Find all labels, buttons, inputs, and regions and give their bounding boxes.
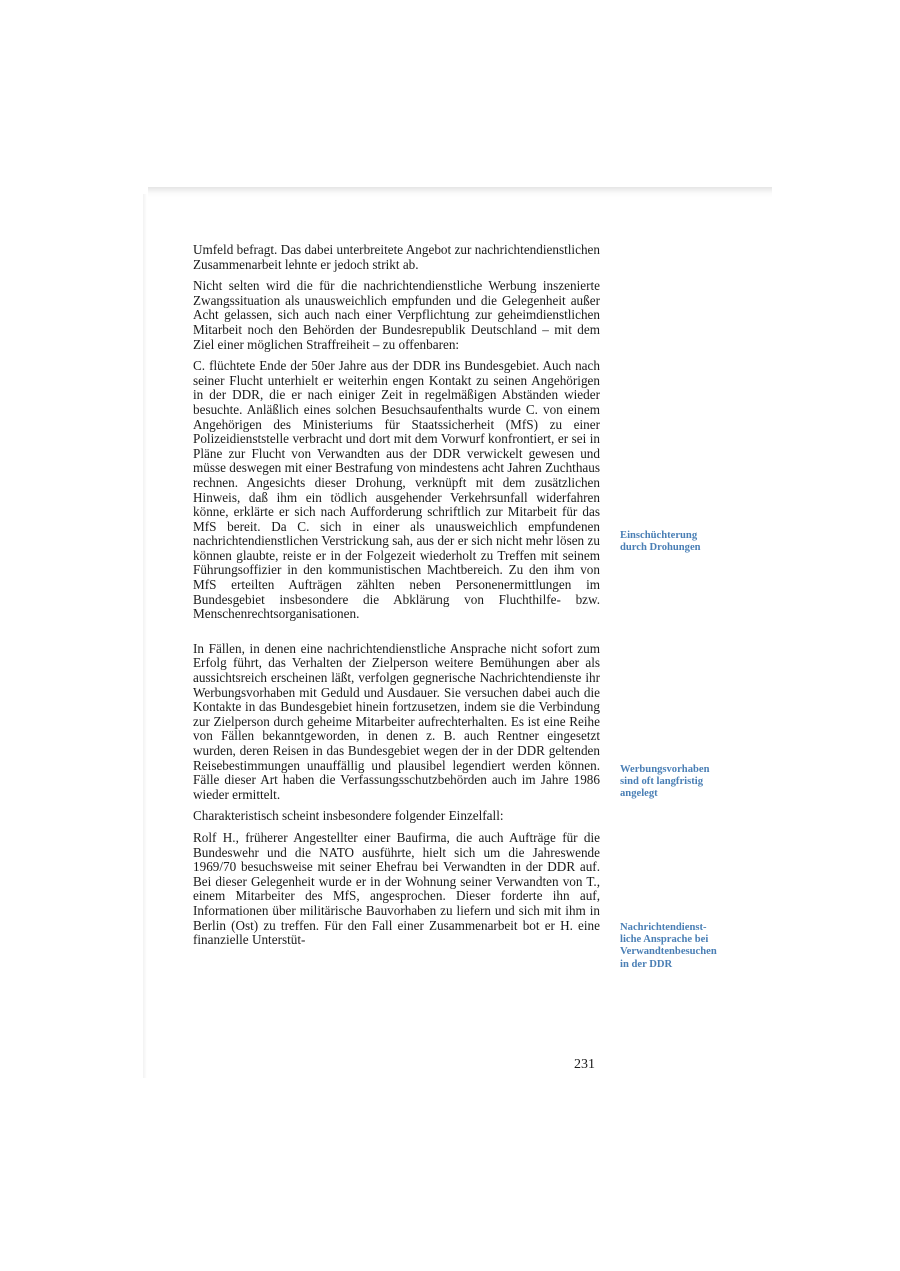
paragraph-4: In Fällen, in denen eine nachrichtendienstliche Ansprache nicht sofort zum Erfolg führt, das Verhalten der Zielperson weitere Bemühungen aber als aussichtsreich erscheinen läßt, verfolgen gegnerische Nachrichtendienste ihr Werbungsvorhaben mit Geduld und Ausdauer. Sie versuchen dabei auch die Kontakte in das Bundesgebiet hinein fortzusetzen, indem sie die Verbindung zur Zielperson durch geheime Mitarbeiter aufrechterhalten. Es ist eine Reihe von Fällen bekanntgeworden, in denen z. B. auch Rentner eingesetzt wurden, deren Reisen in das Bundesgebiet wegen der in der DDR geltenden Reisebestimmungen unauffällig und plausibel legendiert werden können. Fälle dieser Art haben die Verfassungsschutzbehörden auch im Jahre 1986 wieder ermittelt. xyxy=(193,640,600,802)
margin-note-line: angelegt xyxy=(620,788,658,800)
page-number: 231 xyxy=(574,1057,595,1072)
margin-note-line: liche Ansprache bei xyxy=(620,934,709,946)
paragraph-1: Umfeld befragt. Das dabei unterbreitete Angebot zur nachrichtendienstlichen Zusammenarbeit lehnte er jedoch strikt ab. xyxy=(193,242,600,272)
margin-note-line: sind oft langfristig xyxy=(620,776,703,788)
page-left-shadow xyxy=(143,194,147,1078)
body-text xyxy=(193,243,600,948)
margin-note-line: durch Drohungen xyxy=(620,542,701,554)
paragraph-3: C. flüchtete Ende der 50er Jahre aus der DDR ins Bundesgebiet. Auch nach seiner Flucht unterhielt er weiterhin engen Kontakt zu seinen Angehörigen in der DDR, die er nach einiger Zeit in regelmäßigen Abständen wieder besuchte. Anläßlich eines solchen Besuchsaufenthalts wurde C. von einem Angehörigen des Ministeriums für Staatssicherheit (MfS) zu einer Polizeidienststelle verbracht und dort mit dem Vorwurf konfrontiert, er sei in Pläne zur Flucht von Verwandten aus der DDR verwickelt gewesen und müsse deswegen mit einer Bestrafung von mindestens acht Jahren Zuchthaus rechnen. Angesichts dieser Drohung, verknüpft mit dem zusätzlichen Hinweis, daß ihm ein tödlich ausgehender Verkehrsunfall widerfahren könne, erklärte er sich nach Aufforderung schriftlich zur Mitarbeit für das MfS bereit. Da C. sich in einer als unausweichlich empfundenen nachrichtendienstlichen Verstrickung sah, aus der er sich nicht mehr lösen zu können glaubte, reiste er in der Folgezeit wiederholt zu Treffen mit seinem Führungsoffizier in den kommunistischen Machtbereich. Zu den ihm von MfS erteilten Aufträgen zählten neben Personenermittlungen im Bundesgebiet insbesondere die Abklärung von Fluchthilfe- bzw. Menschenrechtsorganisationen. xyxy=(193,358,600,622)
margin-note-line: Werbungsvorhaben xyxy=(620,764,710,775)
page-top-shadow xyxy=(148,187,772,197)
margin-note-line: Einschüchterung xyxy=(620,530,698,541)
margin-note-line: in der DDR xyxy=(620,958,673,970)
paragraph-2: Nicht selten wird die für die nachrichtendienstliche Werbung inszenierte Zwangssituation als unausweichlich empfunden und die Gelegenheit außer Acht gelassen, sich auch nach einer Verpflichtung zur geheimdienstlichen Mitarbeit noch den Behörden der Bundesrepublik Deutschland – mit dem Ziel einer möglichen Straffreiheit – zu offenbaren: xyxy=(193,278,600,352)
paragraph-5: Charakteristisch scheint insbesondere folgender Einzelfall: xyxy=(193,808,504,824)
margin-note-line: Verwandtenbesuchen xyxy=(620,946,717,958)
margin-note-visits xyxy=(620,922,740,971)
margin-note-intimidation xyxy=(620,530,740,554)
margin-note-longterm xyxy=(620,764,740,801)
paragraph-6: Rolf H., früherer Angestellter einer Baufirma, die auch Aufträge für die Bundeswehr und die NATO ausführte, hielt sich um die Jahreswende 1969/70 besuchsweise mit seiner Ehefrau bei Verwandten in der DDR auf. Bei dieser Gelegenheit wurde er in der Wohnung seiner Verwandten von T., einem Mitarbeiter des MfS, angesprochen. Dieser forderte ihn auf, Informationen über militärische Bauvorhaben zu liefern und sich mit ihm in Berlin (Ost) zu treffen. Für den Fall einer Zusammenarbeit bot er H. eine finanzielle Unterstüt- xyxy=(193,829,600,948)
margin-note-line: Nachrichtendienst- xyxy=(620,922,707,933)
